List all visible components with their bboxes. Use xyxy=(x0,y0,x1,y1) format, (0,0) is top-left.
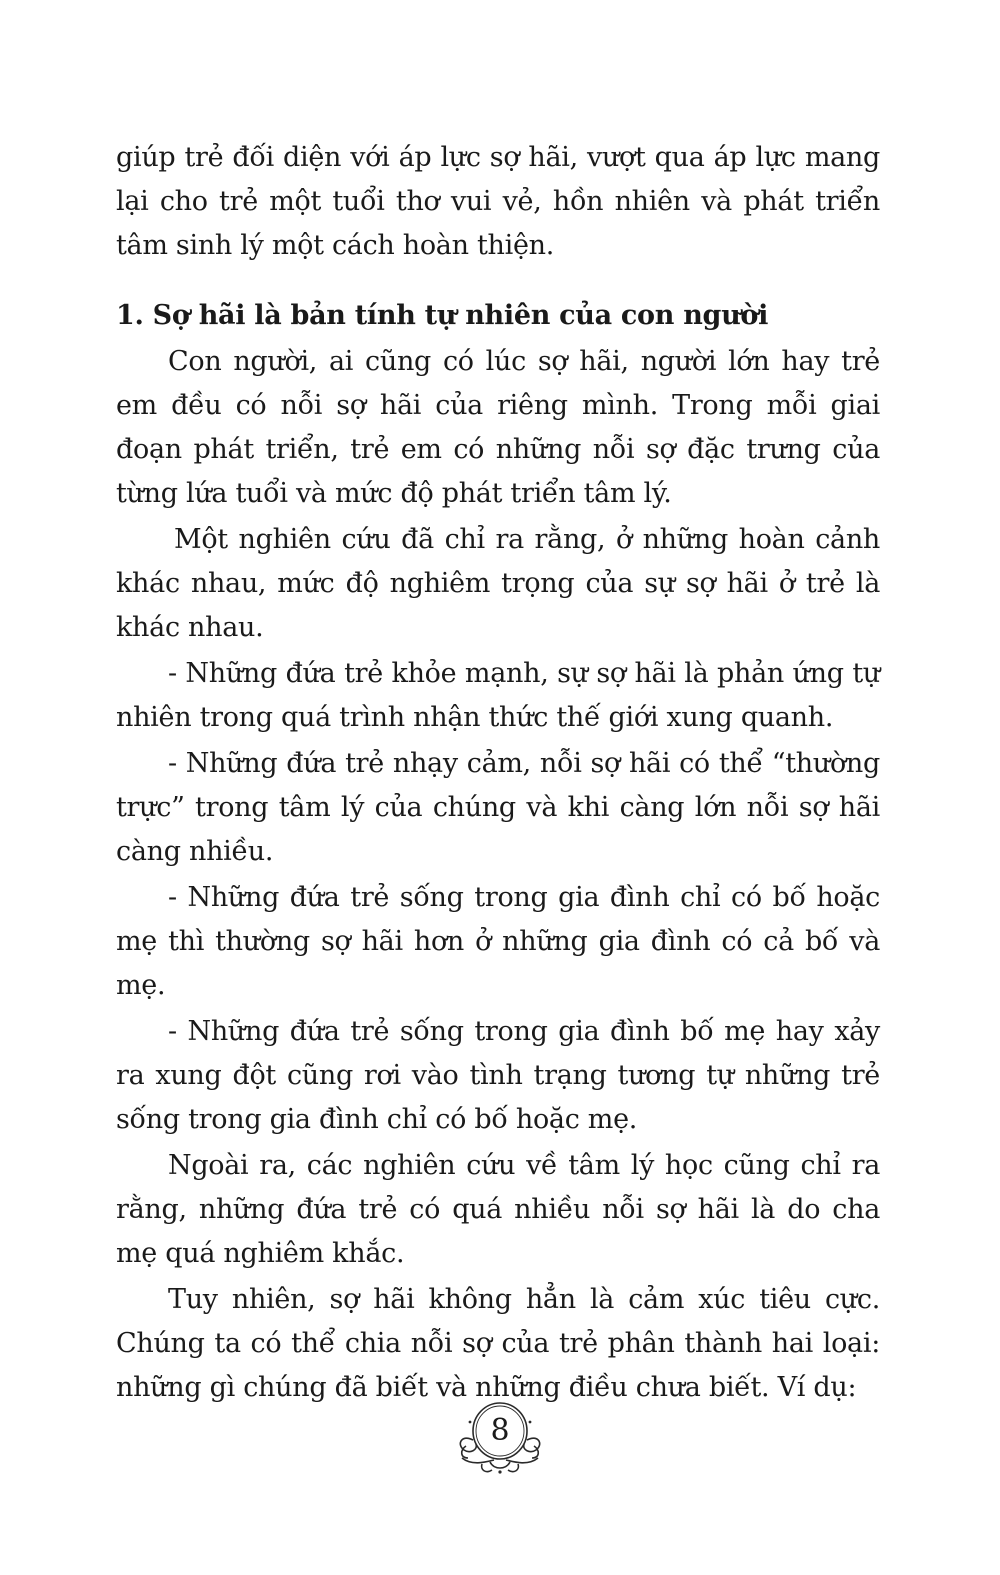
list-item-healthy-children: - Những đứa trẻ khỏe mạnh, sự sợ hãi là phản ứng tự nhiên trong quá trình nhận thức thế giới xung quanh. xyxy=(116,658,880,733)
list-item-single-parent: - Những đứa trẻ sống trong gia đình chỉ có bố hoặc mẹ thì thường sợ hãi hơn ở những gia đình có cả bố và mẹ. xyxy=(116,882,880,1001)
page-number: 8 xyxy=(490,1413,510,1448)
paragraph-fear-types: Tuy nhiên, sợ hãi không hẳn là cảm xúc tiêu cực. Chúng ta có thể chia nỗi sợ của trẻ phân thành hai loại: những gì chúng đã biết và những điều chưa biết. Ví dụ: xyxy=(116,1284,880,1403)
section-heading: 1. Sợ hãi là bản tính tự nhiên của con người xyxy=(116,300,769,331)
page-footer xyxy=(450,1400,550,1480)
paragraph-intro-continuation: giúp trẻ đối diện với áp lực sợ hãi, vượt qua áp lực mang lại cho trẻ một tuổi thơ vui vẻ, hồn nhiên và phát triển tâm sinh lý một cách hoàn thiện. xyxy=(116,142,880,261)
list-item-sensitive-children: - Những đứa trẻ nhạy cảm, nỗi sợ hãi có thể “thường trực” trong tâm lý của chúng và khi càng lớn nỗi sợ hãi càng nhiều. xyxy=(116,748,880,867)
paragraph-fear-intro: Con người, ai cũng có lúc sợ hãi, người lớn hay trẻ em đều có nỗi sợ hãi của riêng mình. Trong mỗi giai đoạn phát triển, trẻ em có những nỗi sợ đặc trưng của từng lứa tuổi và mức độ phát triển tâm lý. xyxy=(116,346,880,509)
list-item-conflict-family: - Những đứa trẻ sống trong gia đình bố mẹ hay xảy ra xung đột cũng rơi vào tình trạng tương tự những trẻ sống trong gia đình chỉ có bố hoặc mẹ. xyxy=(116,1016,880,1135)
paragraph-research: Một nghiên cứu đã chỉ ra rằng, ở những hoàn cảnh khác nhau, mức độ nghiêm trọng của sự sợ hãi ở trẻ là khác nhau. xyxy=(116,524,880,643)
page-body xyxy=(116,136,880,1410)
paragraph-strict-parents: Ngoài ra, các nghiên cứu về tâm lý học cũng chỉ ra rằng, những đứa trẻ có quá nhiều nỗi sợ hãi là do cha mẹ quá nghiêm khắc. xyxy=(116,1150,880,1269)
